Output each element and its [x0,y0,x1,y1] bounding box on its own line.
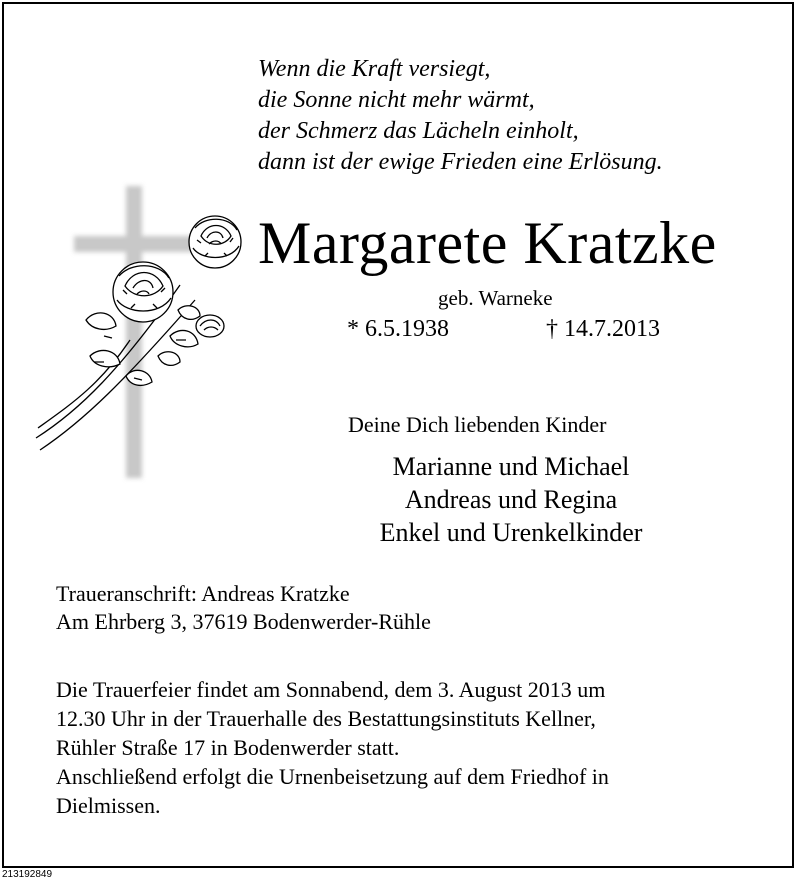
funeral-line: Anschließend erfolgt die Urnenbeisetzung auf dem Friedhof in [56,764,609,789]
poem-line: Wenn die Kraft versiegt, [258,56,491,82]
mourner-line: Marianne und Michael [392,452,630,481]
poem-line: die Sonne nicht mehr wärmt, [258,87,535,113]
poem-line: dann ist der ewige Frieden eine Erlösung. [258,149,663,175]
mourner-line: Enkel und Urenkelkinder [379,518,643,547]
cross-and-roses-illustration [30,180,250,490]
mourners-list [338,450,684,549]
address-line: Traueranschrift: Andreas Kratzke [56,581,350,606]
poem-line: der Schmerz das Lächeln einholt, [258,118,579,144]
funeral-line: Die Trauerfeier findet am Sonnabend, dem 3. August 2013 um [56,677,606,702]
reference-number: 213192849 [2,869,53,880]
birth-date: * 6.5.1938 [347,316,449,342]
funeral-line: Rühler Straße 17 in Bodenwerder statt. [56,735,400,760]
mourner-line: Andreas und Regina [404,485,618,514]
mourning-address [56,580,431,636]
funeral-line: 12.30 Uhr in der Trauerhalle des Bestattungsinstituts Kellner, [56,706,596,731]
deceased-name: Margarete Kratzke [258,210,717,276]
mourners-intro: Deine Dich liebenden Kinder [348,412,607,437]
funeral-details [56,675,776,820]
poem [258,54,663,178]
death-date: † 14.7.2013 [546,316,660,342]
address-line: Am Ehrberg 3, 37619 Bodenwerder-Rühle [56,609,431,634]
maiden-name: geb. Warneke [438,286,553,310]
funeral-line: Dielmissen. [56,793,161,818]
